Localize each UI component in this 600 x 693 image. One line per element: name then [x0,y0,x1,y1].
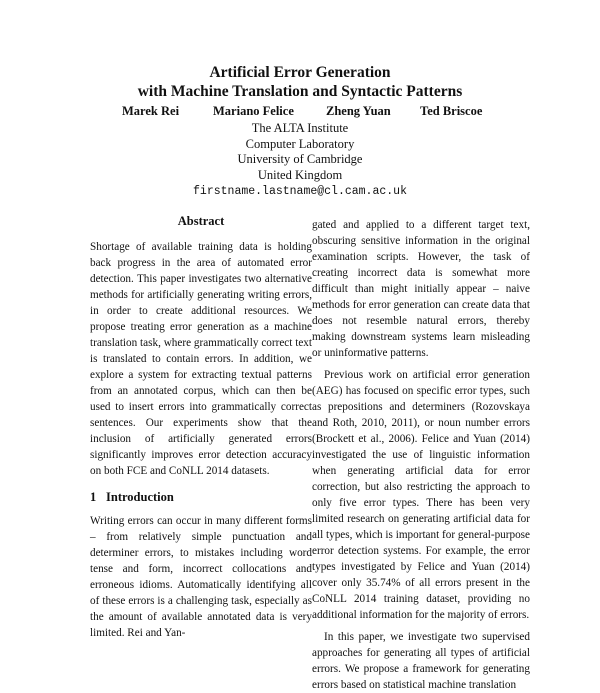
body-paragraph: In this paper, we investigate two supervised approaches for generating all types of artificial errors. We propose a framework for generating errors based on statistical machine translation [312,631,530,691]
right-column [312,217,530,693]
author-email: firstname.lastname@cl.cam.ac.uk [193,185,407,198]
section-number: 1 [90,490,97,504]
introduction-paragraph: Writing errors can occur in many different forms – from relatively simple punctuation and determiner errors, to mistakes including word tense and form, incorrect collocations and erroneous idioms. Automatically identifying all of these errors is a challenging task, especially as the amount of available annotated data is very limited. Rei and Yan- [90,515,312,639]
section-heading-introduction [90,489,312,505]
paper-title [0,63,600,101]
affiliation-block [0,121,600,200]
section-heading-text: Introduction [106,490,174,504]
abstract-section [90,213,312,479]
affiliation-line: The ALTA Institute [251,121,349,135]
title-line-2: with Machine Translation and Syntactic Patterns [137,83,463,100]
body-paragraph: Previous work on artificial error generation (AEG) has focused on specific error types, such as prepositions and determiners (Rozovskaya and Roth, 2010, 2011), or noun number errors (Brockett et al., 2006). Felice and Yuan (2014) investigated the use of linguistic information when generating artificial data for error correction, but also restricting the approach to only five error types. There has been very limited research on generating artificial data for all types, which is important for general-purpose error detection systems. For example, the error types investigated by Felice and Yuan (2014) cover only 35.74% of all errors present in the CoNLL 2014 training dataset, providing no additional information for the majority of errors. [312,369,530,621]
author-list [0,104,600,120]
body-paragraph: gated and applied to a different target text, obscuring sensitive information in the original examination scripts. However, the task of creating incorrect data is somewhat more difficult than might initially appear – naive methods for error generation can create data that does not resemble natural errors, thereby making downstream systems learn misleading or uninformative patterns. [312,219,530,359]
affiliation-line: Computer Laboratory [245,136,355,151]
title-line-1: Artificial Error Generation [209,64,391,81]
affiliation-line: University of Cambridge [237,152,363,166]
author-name: Zheng Yuan [326,104,391,118]
affiliation-line: United Kingdom [257,167,343,182]
author-name: Ted Briscoe [420,104,483,118]
left-column [90,213,312,641]
abstract-text: Shortage of available training data is holding back progress in the area of automated error detection. This paper investigates two alternative methods for artificially generating writing errors, in order to create additional resources. We propose treating error generation as a machine translation task, where grammatically correct text is translated to contain errors. In addition, we explore a system for extracting textual patterns from an annotated corpus, which can then be used to insert errors into grammatically correct sentences. Our experiments show that the inclusion of artificially generated errors significantly improves error detection accuracy on both FCE and CoNLL 2014 datasets. [90,241,312,477]
abstract-heading: Abstract [177,214,225,228]
author-name: Marek Rei [122,104,180,118]
author-name: Mariano Felice [213,104,294,118]
